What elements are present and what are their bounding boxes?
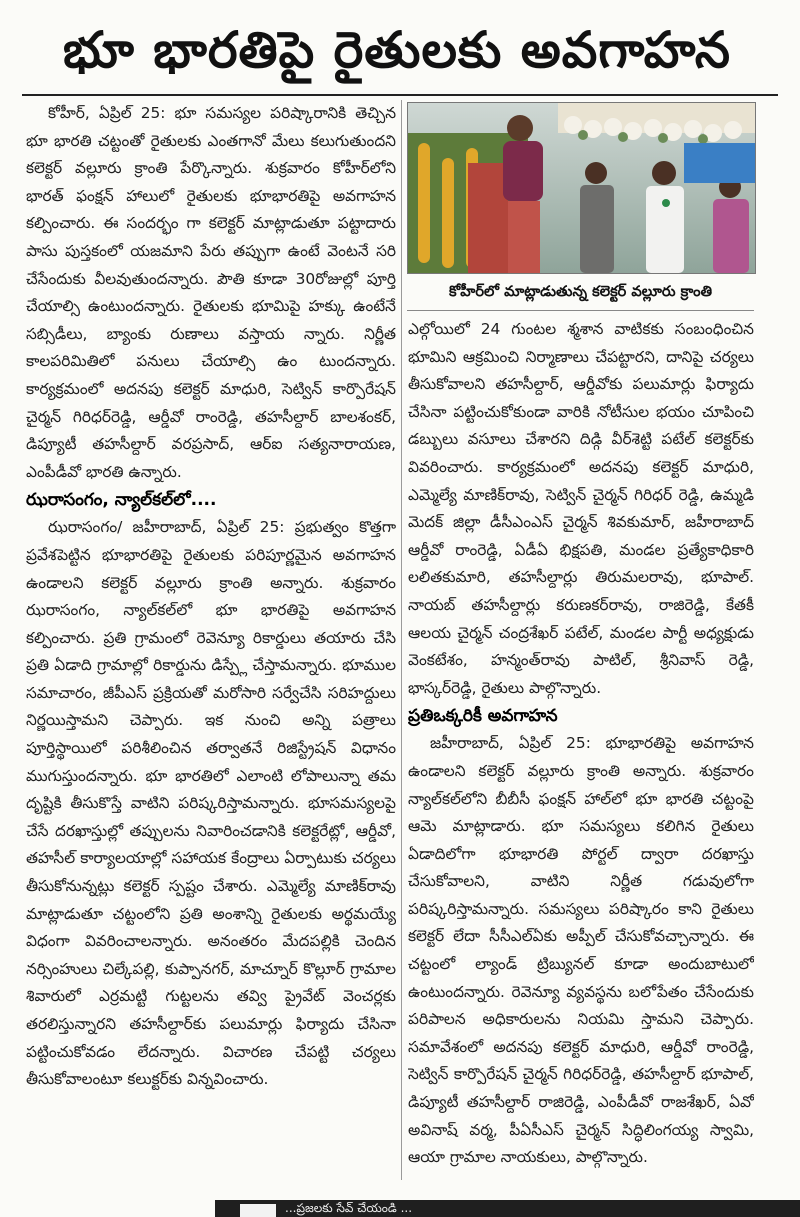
- right-column: [408, 316, 754, 1182]
- subhead-awareness: ప్రతిఒక్కరికీ అవగాహన: [408, 706, 558, 727]
- bottom-strip: [215, 1200, 800, 1217]
- paragraph-kohir: కోహీర్, ఏప్రిల్ 25: భూ సమస్యల పరిష్కారానికి తెచ్చిన భూ భారతి చట్టంతో రైతులకు ఎంతగానో మేలు కలుగుతుందని కలెక్టర్ వల్లూరు క్రాంతి పేర్కొన్నారు. శుక్రవారం కోహీర్‌లోని భారత్ ఫంక్షన్ హాలులో రైతులకు భూభారతిపై అవగాహన కల్పించారు. ఈ సందర్భం గా కలెక్టర్ మాట్లాడుతూ పట్టాదారు పాసు పుస్తకంలో యజమాని పేరు తప్పుగా ఉంటే వెంటనే సరి చేసేందుకు వీలవుతుందన్నారు. పౌతి కూడా 30రోజుల్లో పూర్తి చేయాల్సి ఉంటుందన్నారు. రైతులకు భూమిపై హక్కు ఉంటేనే సబ్సిడీలు, బ్యాంకు రుణాలు వస్తాయ న్నారు. నిర్ణీత కాలపరిమితిలో పనులు చేయాల్సి ఉం టుందన్నారు. కార్యక్రమంలో అదనపు కలెక్టర్ మాధురి, సెట్విన్ కార్పొరేషన్ చైర్మన్ గిరిధర్‌రెడ్డి, ఆర్డీవో రాంరెడ్డి, తహసీల్దార్ బాలశంకర్, డిప్యూటీ తహసీల్దార్ వరప్రసాద్, ఆర్ఐ సత్యనారాయణ, ఎంపీడీవో భారతి ఉన్నారు.: [26, 104, 396, 481]
- subhead-jharasangam: ఝరాసంగం, న్యాల్‌కల్‌లో....: [26, 490, 217, 511]
- bottom-strip-box: [240, 1204, 276, 1217]
- paragraph-continued: ఎల్గోయిలో 24 గుంటల శ్మశాన వాటికకు సంబంధించిన భూమిని ఆక్రమించి నిర్మాణాలు చేపట్టారని, దానిపై చర్యలు తీసుకోవాలని తహసీల్దార్, ఆర్డీవోకు పలుమార్లు ఫిర్యాదు చేసినా పట్టించుకోకుండా వారికి నోటీసుల భయం చూపించి డబ్బులు వసూలు చేశారని దిడ్గి వీర్‌శెట్టి పటేల్ కలెక్టర్‌కు వివరించారు. కార్యక్రమంలో అదనపు కలెక్టర్ మాధురి, ఎమ్మెల్యే మాణిక్‌రావు, సెట్విన్ చైర్మన్ గిరిధర్ రెడ్డి, ఉమ్మడి మెదక్ జిల్లా డీసీఎంఎస్ చైర్మన్ శివకుమార్, జహీరాబాద్ ఆర్డీవో రాంరెడ్డి, ఏడీఏ భిక్షపతి, మండల ప్రత్యేకాధికారి లలితకుమారి, తహసీల్దార్లు తిరుమలరావు, భూపాల్. నాయబ్ తహసీల్దార్లు కరుణకర్‌రావు, రాజిరెడ్డి, కేతకీ ఆలయ చైర్మన్ చంద్రశేఖర్ పటేల్, మండల పార్టీ అధ్యక్షుడు వెంకటేశం, హన్మంత్‌రావు పాటిల్, శ్రీనివాస్ రెడ్డి, భాస్కర్‌రెడ్డి, రైతులు పాల్గొన్నారు.: [408, 320, 754, 697]
- left-column: [26, 100, 396, 1182]
- headline: భూ భారతిపై రైతులకు అవగాహన: [63, 21, 731, 79]
- paragraph-jharasangam: ఝరాసంగం/ జహీరాబాద్, ఏప్రిల్ 25: ప్రభుత్వం కొత్తగా ప్రవేశపెట్టిన భూభారతిపై రైతులకు పరిపూర్ణమైన అవగాహన ఉండాలని కలెక్టర్ వల్లూరు క్రాంతి అన్నారు. శుక్రవారం ఝరాసంగం, న్యాల్‌కల్‌లో భూ భారతిపై అవగాహన కల్పించారు. ప్రతి గ్రామంలో రెవెన్యూ రికార్డులు తయారు చేసి ప్రతి ఏడాది గ్రామాల్లో రికార్డును డిస్ప్లే చేస్తామన్నారు. భూముల సమాచారం, జీపీఎస్ ప్రక్రియతో మరోసారి సర్వేచేసి సరిహద్దులు నిర్ణయిస్తామని చెప్పారు. ఇక నుంచి అన్ని పత్రాలు పూర్తిస్థాయిలో పరిశీలించిన తర్వాతనే రిజిస్ట్రేషన్ విధానం ముగుస్తుందన్నారు. భూ భారతిలో ఎలాంటి లోపాలున్నా తమ దృష్టికి తీసుకొస్తే వాటిని పరిష్కరిస్తామన్నారు. భూసమస్యలపై చేసే దరఖాస్తుల్లో తప్పులను నివారించడానికి కలెక్టరేట్లో, ఆర్డీవో, తహసీల్ కార్యాలయాల్లో సహాయక కేంద్రాలు ఏర్పాటుకు చర్యలు తీసుకోనున్నట్లు కలెక్టర్ స్పష్టం చేశారు. ఎమ్మెల్యే మాణిక్‌రావు మాట్లాడుతూ చట్టంలోని ప్రతి అంశాన్ని రైతులకు అర్థమయ్యే విధంగా వివరించాలన్నారు. అనంతరం మేదపల్లికి చెందిన నర్సింహులు చిల్కేపల్లి, కుప్పానగర్, మాచ్నూర్ కొల్లూర్ గ్రామాల శివారులో ఎర్రమట్టి గుట్టలను తవ్వి ప్రైవేట్ వెంచర్లకు తరలిస్తున్నారని తహసీల్దార్‌కు పలుమార్లు ఫిర్యాదు చేసినా పట్టించుకోవడం లేదన్నారు. విచారణ చేపట్టి చర్యలు తీసుకోవాలంటూ కలుక్టర్‌కు విన్నవించారు.: [26, 518, 396, 1089]
- bottom-strip-text: ...ప్రజలకు సేవ్ చేయండి ...: [285, 1201, 413, 1215]
- article-photo: [407, 102, 756, 274]
- paragraph-zaheerabad: జహీరాబాద్, ఏప్రిల్ 25: భూభారతిపై అవగాహన ఉండాలని కలెక్టర్ వల్లూరు క్రాంతి అన్నారు. శుక్రవారం న్యాల్‌కల్‌లోని బీబీసీ ఫంక్షన్ హాల్‌లో భూ భారతి చట్టంపై ఆమె మాట్లాడారు. భూ సమస్యలు కలిగిన రైతులు ఏడాదిలోగా భూభారతి పోర్టల్ ద్వారా దరఖాస్తు చేసుకోవాలని, వాటిని నిర్ణీత గడువులోగా పరిష్కరిస్తామన్నారు. సమస్యలు పరిష్కారం కాని రైతులు కలెక్టర్ లేదా సీసీఎల్ఏకు అప్పీల్ చేసుకోవచ్చాన్నారు. ఈ చట్టంలో ల్యాండ్ ట్రిబ్యునల్ కూడా అందుబాటులో ఉంటుందన్నారు. రెవెన్యూ వ్యవస్థను బలోపేతం చేసేందుకు పరిపాలన అధికారులను నియమి స్తామని చెప్పారు. సమావేశంలో అదనపు కలెక్టర్ మాధురి, ఆర్డీవో రాంరెడ్డి, సెట్విన్ కార్పొరేషన్ చైర్మన్ గిరిధర్‌రెడ్డి, తహసీల్దార్ భూపాల్, డిప్యూటీ తహసీల్దార్ రాజిరెడ్డి, ఎంపీడీవో రాజశేఖర్, ఏవో అవినాష్ వర్మ, పీఏసీఎస్ చైర్మన్ సిద్ధిలింగయ్య స్వామి, ఆయా గ్రామాల నాయకులు, పాల్గొన్నారు.: [408, 734, 754, 1167]
- column-divider: [401, 100, 402, 1180]
- photo-caption: కోహీర్‌లో మాట్లాడుతున్న కలెక్టర్ వల్లూరు క్రాంతి: [407, 274, 754, 311]
- headline-rule: [22, 94, 778, 96]
